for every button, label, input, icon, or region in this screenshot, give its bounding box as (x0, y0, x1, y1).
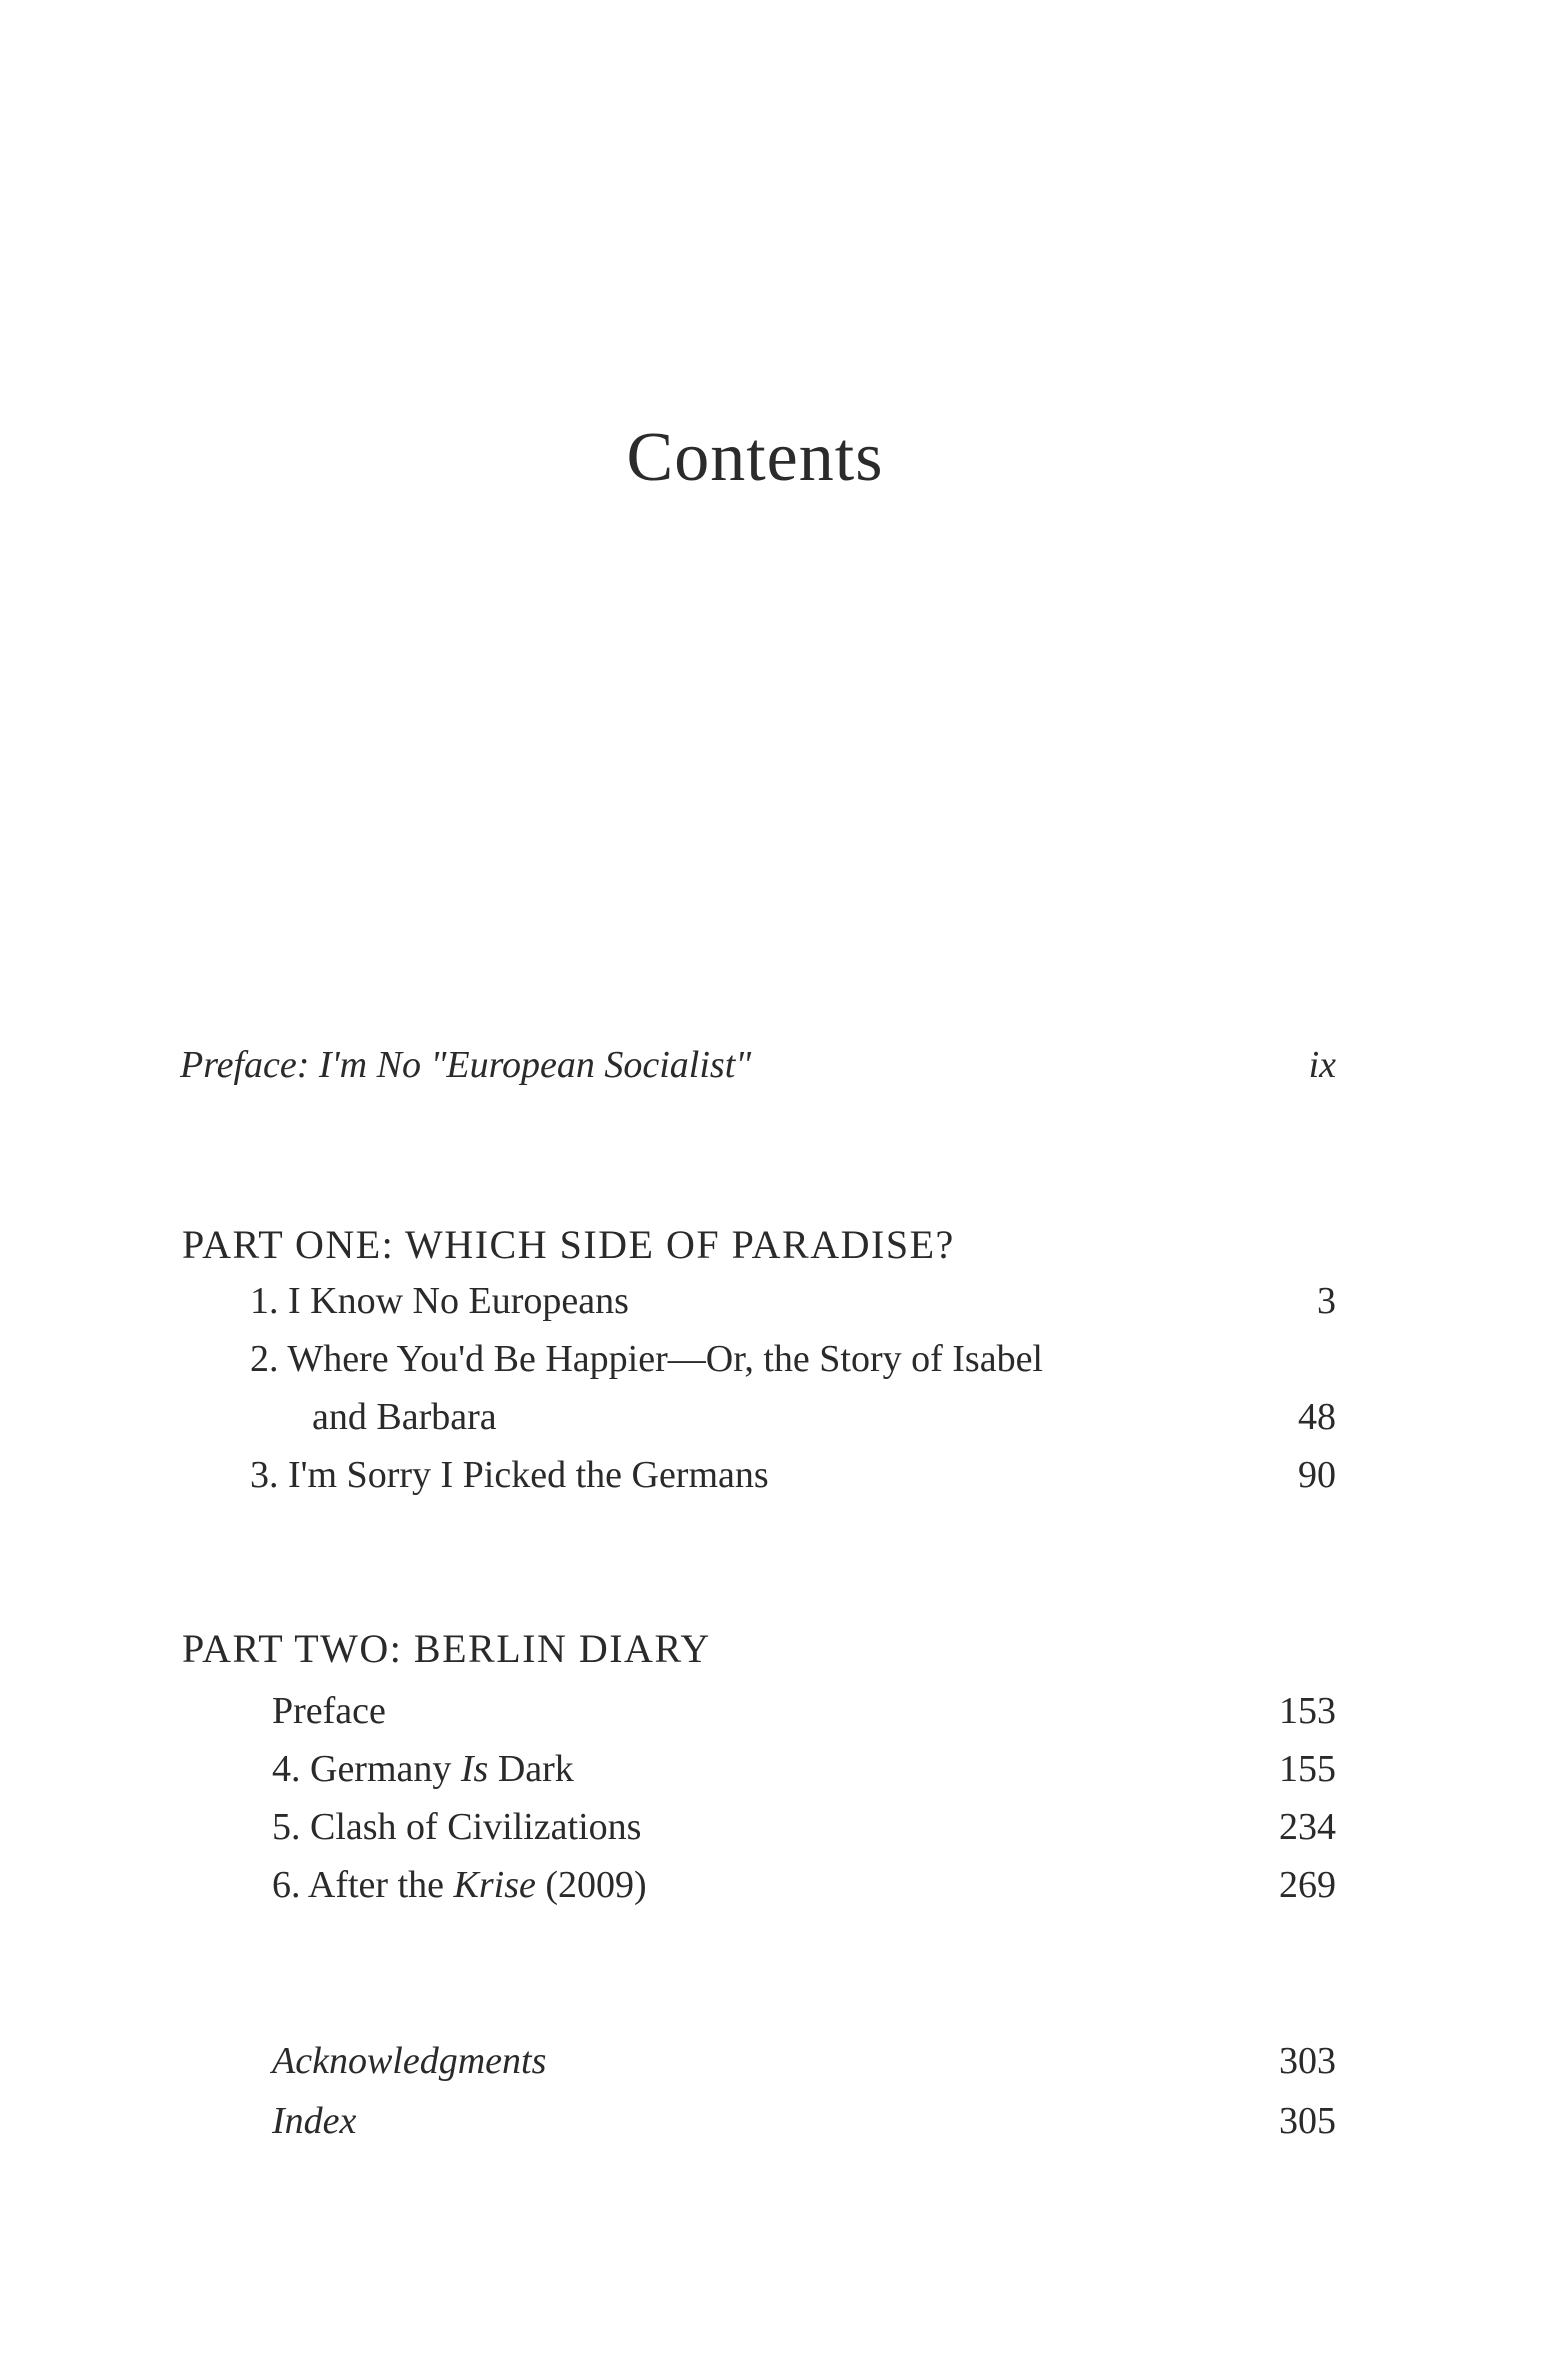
chapter-1-page: 3 (1317, 1280, 1336, 1322)
chapter-3-page: 90 (1298, 1454, 1336, 1496)
chapter-number: 6. (272, 1864, 301, 1906)
chapter-3-entry (250, 1446, 769, 1504)
chapter-title-post: Dark (488, 1748, 574, 1790)
chapter-2-title-continued: and Barbara (312, 1396, 497, 1438)
chapter-number: 5. (272, 1806, 301, 1848)
chapter-6-entry (272, 1856, 647, 1914)
part-one-heading: PART ONE: WHICH SIDE OF PARADISE? (182, 1222, 955, 1267)
chapter-5-page: 234 (1279, 1806, 1336, 1848)
part-two-heading: PART TWO: BERLIN DIARY (182, 1626, 711, 1671)
chapter-number: 4. (272, 1748, 301, 1790)
chapter-2-entry (250, 1330, 1043, 1388)
index-page: 305 (1279, 2100, 1336, 2142)
chapter-1-entry (250, 1272, 629, 1330)
chapter-title-pre: After the (307, 1864, 454, 1906)
chapter-title: Where You'd Be Happier—Or, the Story of Isabel (287, 1338, 1043, 1380)
index-entry: Index (272, 2100, 357, 2142)
chapter-6-page: 269 (1279, 1864, 1336, 1906)
part-two-preface-entry: Preface (272, 1690, 386, 1732)
chapter-title-italic: Is (460, 1748, 489, 1790)
chapter-4-page: 155 (1279, 1748, 1336, 1790)
chapter-title: I'm Sorry I Picked the Germans (288, 1454, 769, 1496)
chapter-title: I Know No Europeans (288, 1280, 629, 1322)
chapter-number: 3. (250, 1454, 279, 1496)
acknowledgments-entry: Acknowledgments (272, 2040, 547, 2082)
chapter-2-page: 48 (1298, 1396, 1336, 1438)
part-two-preface-page: 153 (1279, 1690, 1336, 1732)
chapter-5-entry (272, 1798, 641, 1856)
chapter-number: 1. (250, 1280, 279, 1322)
preface-page: ix (1308, 1044, 1336, 1086)
preface-entry: Preface: I'm No "European Socialist" (180, 1044, 752, 1086)
page-title: Contents (626, 419, 884, 496)
chapter-title-post: (2009) (535, 1864, 647, 1906)
chapter-title: Clash of Civilizations (310, 1806, 642, 1848)
acknowledgments-page: 303 (1279, 2040, 1336, 2082)
chapter-title-pre: Germany (310, 1748, 461, 1790)
chapter-title-italic: Krise (453, 1864, 536, 1906)
chapter-number: 2. (250, 1338, 279, 1380)
chapter-4-entry (272, 1740, 574, 1798)
